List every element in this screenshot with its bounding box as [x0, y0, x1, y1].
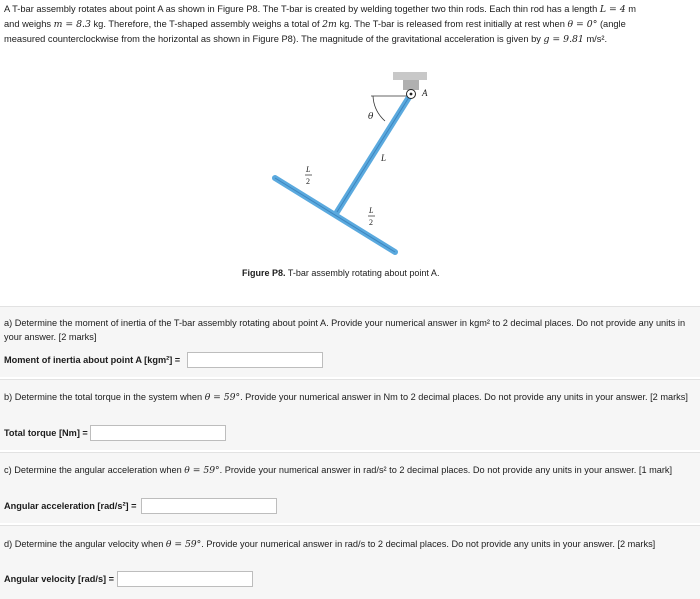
question-d-text-pre: d) Determine the angular velocity when — [4, 539, 166, 549]
initial-angle-equation: θ = 0° — [567, 19, 598, 30]
question-b-label: Total torque [Nm] = — [4, 428, 88, 438]
question-d-label: Angular velocity [rad/s] = — [4, 574, 115, 584]
total-torque-input[interactable] — [90, 425, 226, 441]
angle-arc — [373, 96, 385, 121]
moment-of-inertia-input[interactable] — [187, 352, 323, 368]
question-c-text — [4, 463, 694, 478]
question-c-angle: θ = 59° — [184, 465, 220, 476]
angular-velocity-input[interactable] — [117, 571, 253, 587]
intro-text-7: m/s². — [583, 34, 608, 44]
question-c-label: Angular acceleration [rad/s²] = — [4, 501, 137, 511]
pivot-center — [410, 93, 413, 96]
intro-text-5: (angle — [597, 19, 626, 29]
question-b-angle: θ = 59° — [204, 392, 241, 403]
length-label: L — [381, 153, 387, 163]
question-b-text — [4, 390, 694, 405]
point-a-label: A — [422, 88, 428, 98]
length-equation: L = 4 — [599, 4, 626, 15]
figure-p8 — [243, 66, 453, 262]
question-a-label: Moment of inertia about point A [kgm²] = — [4, 355, 181, 365]
gravity-equation: g = 9.81 — [543, 34, 584, 45]
intro-text-1: A T-bar assembly rotates about point A as shown in Figure P8. The T-bar is created by welding together two thin rods. Each thin rod has a length — [4, 4, 600, 14]
pivot-bracket — [403, 80, 419, 90]
question-c-text-pre: c) Determine the angular acceleration when — [4, 465, 185, 475]
stem-rod-edge — [337, 94, 411, 212]
question-d-angle: θ = 59° — [165, 539, 202, 550]
figure-caption — [242, 268, 502, 278]
half-length-denominator-right: 2 — [369, 218, 373, 227]
question-d-text-post: . Provide your numerical answer in rad/s to 2 decimal places. Do not provide any units in your answer. [2 marks] — [201, 539, 656, 549]
intro-text-2: and weighs — [4, 19, 54, 29]
half-length-numerator-left: L — [306, 165, 311, 174]
intro-text-3: kg. Therefore, the T-shaped assembly weighs a total of — [90, 19, 323, 29]
half-length-numerator-right: L — [369, 206, 374, 215]
cross-rod-edge — [275, 178, 395, 252]
figure-caption-text: T-bar assembly rotating about point A. — [285, 268, 440, 278]
half-length-denominator-left: 2 — [306, 177, 310, 186]
question-a-text: a) Determine the moment of inertia of the T-bar assembly rotating about point A. Provide your numerical answer in kgm² to 2 decimal places. Do not provide any units in your answer. [2 marks] — [4, 318, 686, 342]
length-unit: m — [625, 4, 636, 14]
tbar-diagram — [243, 66, 453, 262]
intro-text-4: kg. The T-bar is released from rest initially at rest when — [336, 19, 568, 29]
question-c-text-post: . Provide your numerical answer in rad/s² to 2 decimal places. Do not provide any units in your answer. [1 mark] — [219, 465, 673, 475]
ceiling-support — [393, 72, 427, 80]
question-b-text-pre: b) Determine the total torque in the system when — [4, 392, 205, 402]
theta-label: θ — [368, 112, 374, 122]
mass-equation: m = 8.3 — [53, 19, 91, 30]
problem-statement — [4, 2, 696, 47]
angular-acceleration-input[interactable] — [141, 498, 277, 514]
figure-caption-label: Figure P8. — [242, 268, 286, 278]
intro-text-6: measured counterclockwise from the horizontal as shown in Figure P8). The magnitude of the gravitational acceleration is given by — [4, 34, 544, 44]
total-mass-expression: 2m — [322, 19, 337, 30]
question-d-text — [4, 537, 694, 552]
question-b-text-post: . Provide your numerical answer in Nm to 2 decimal places. Do not provide any units in your answer. [2 marks] — [240, 392, 688, 402]
